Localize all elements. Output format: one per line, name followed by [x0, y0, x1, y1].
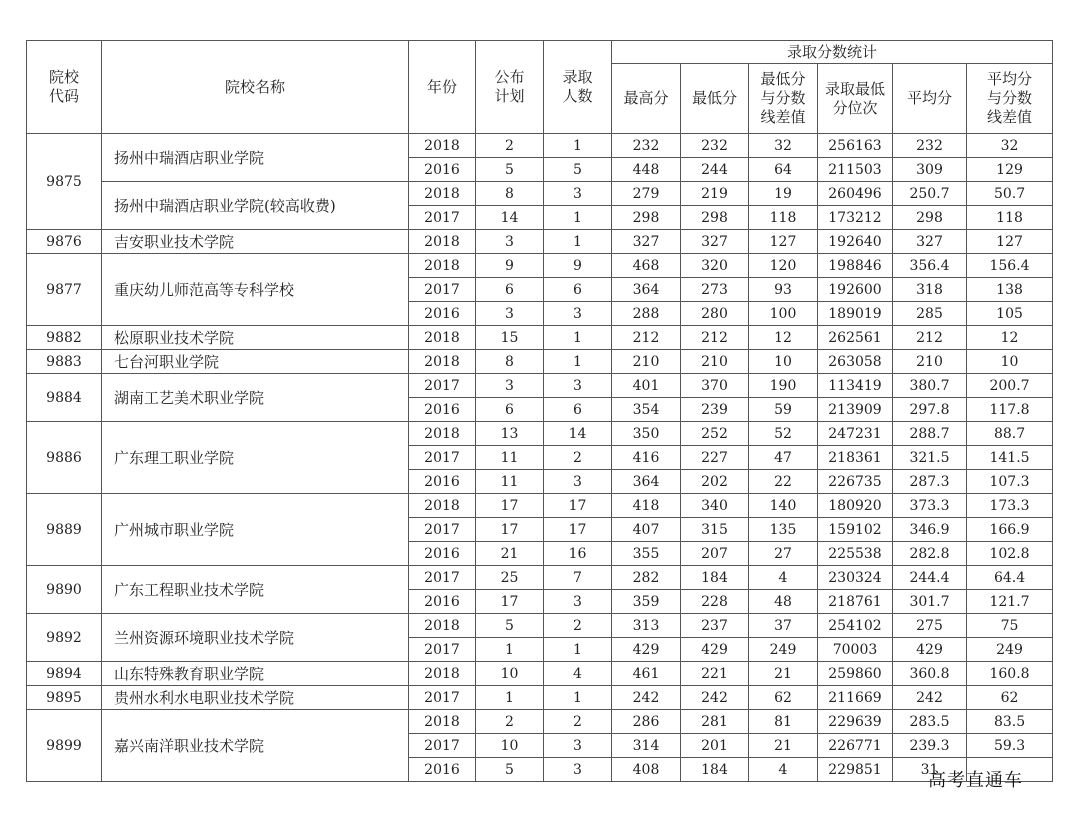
- cell-max: 364: [612, 278, 681, 302]
- cell-year: 2018: [409, 182, 476, 206]
- cell-plan: 3: [476, 374, 544, 398]
- table-row: [27, 254, 1053, 278]
- cell-year: 2018: [409, 134, 476, 158]
- cell-admitted: 16: [544, 542, 612, 566]
- cell-avg-diff: 10: [967, 350, 1053, 374]
- cell-admitted: 1: [544, 638, 612, 662]
- cell-min-diff: 4: [749, 566, 818, 590]
- header-min: 最低分: [681, 64, 749, 134]
- cell-min-diff: 127: [749, 230, 818, 254]
- cell-min-diff: 21: [749, 734, 818, 758]
- cell-min-diff: 249: [749, 638, 818, 662]
- cell-year: 2017: [409, 566, 476, 590]
- cell-min-diff: 10: [749, 350, 818, 374]
- cell-min: 184: [681, 758, 749, 782]
- cell-year: 2016: [409, 398, 476, 422]
- cell-min: 212: [681, 326, 749, 350]
- cell-year: 2018: [409, 494, 476, 518]
- header-code: 院校 代码: [27, 41, 102, 134]
- cell-max: 354: [612, 398, 681, 422]
- cell-admitted: 3: [544, 182, 612, 206]
- cell-rank: 259860: [818, 662, 893, 686]
- cell-avg: 275: [893, 614, 967, 638]
- cell-avg: 287.3: [893, 470, 967, 494]
- cell-min-diff: 118: [749, 206, 818, 230]
- cell-avg-diff: 59.3: [967, 734, 1053, 758]
- cell-rank: 229639: [818, 710, 893, 734]
- watermark: 高考直通车: [928, 770, 1023, 791]
- cell-avg: 327: [893, 230, 967, 254]
- cell-plan: 5: [476, 158, 544, 182]
- cell-min-diff: 27: [749, 542, 818, 566]
- cell-admitted: 5: [544, 158, 612, 182]
- cell-min-diff: 59: [749, 398, 818, 422]
- cell-avg: 212: [893, 326, 967, 350]
- cell-admitted: 3: [544, 590, 612, 614]
- cell-max: 364: [612, 470, 681, 494]
- cell-plan: 2: [476, 710, 544, 734]
- header-min-diff: 最低分 与分数 线差值: [749, 64, 818, 134]
- cell-rank: 226735: [818, 470, 893, 494]
- cell-rank: 263058: [818, 350, 893, 374]
- cell-min: 315: [681, 518, 749, 542]
- cell-min-diff: 62: [749, 686, 818, 710]
- cell-plan: 1: [476, 686, 544, 710]
- cell-min: 207: [681, 542, 749, 566]
- cell-min: 320: [681, 254, 749, 278]
- cell-min-diff: 22: [749, 470, 818, 494]
- cell-min: 340: [681, 494, 749, 518]
- cell-rank: 211669: [818, 686, 893, 710]
- cell-year: 2016: [409, 302, 476, 326]
- cell-max: 242: [612, 686, 681, 710]
- cell-admitted: 6: [544, 278, 612, 302]
- cell-min-diff: 48: [749, 590, 818, 614]
- cell-min: 210: [681, 350, 749, 374]
- cell-min-diff: 140: [749, 494, 818, 518]
- table-row: [27, 230, 1053, 254]
- cell-avg-diff: 121.7: [967, 590, 1053, 614]
- cell-year: 2018: [409, 230, 476, 254]
- cell-admitted: 2: [544, 446, 612, 470]
- cell-avg: 346.9: [893, 518, 967, 542]
- cell-avg: 429: [893, 638, 967, 662]
- cell-min: 221: [681, 662, 749, 686]
- cell-rank: 213909: [818, 398, 893, 422]
- cell-avg-diff: 118: [967, 206, 1053, 230]
- cell-rank: 70003: [818, 638, 893, 662]
- cell-year: 2016: [409, 758, 476, 782]
- cell-max: 407: [612, 518, 681, 542]
- cell-max: 210: [612, 350, 681, 374]
- cell-admitted: 1: [544, 686, 612, 710]
- cell-plan: 17: [476, 590, 544, 614]
- cell-max: 468: [612, 254, 681, 278]
- cell-max: 288: [612, 302, 681, 326]
- school-name: 扬州中瑞酒店职业学院: [102, 134, 409, 182]
- cell-admitted: 3: [544, 302, 612, 326]
- school-code: 9899: [27, 710, 102, 782]
- school-name: 湖南工艺美术职业学院: [102, 374, 409, 422]
- table-row: [27, 566, 1053, 590]
- cell-avg-diff: 105: [967, 302, 1053, 326]
- cell-admitted: 1: [544, 350, 612, 374]
- cell-min-diff: 52: [749, 422, 818, 446]
- header-plan: 公布 计划: [476, 41, 544, 134]
- cell-avg-diff: 107.3: [967, 470, 1053, 494]
- cell-rank: 218761: [818, 590, 893, 614]
- cell-min: 370: [681, 374, 749, 398]
- cell-min-diff: 32: [749, 134, 818, 158]
- cell-min-diff: 37: [749, 614, 818, 638]
- header-max: 最高分: [612, 64, 681, 134]
- cell-max: 401: [612, 374, 681, 398]
- table-row: [27, 374, 1053, 398]
- table-row: [27, 710, 1053, 734]
- cell-admitted: 1: [544, 206, 612, 230]
- school-code: 9883: [27, 350, 102, 374]
- cell-avg-diff: 64.4: [967, 566, 1053, 590]
- cell-year: 2017: [409, 518, 476, 542]
- school-name: 七台河职业学院: [102, 350, 409, 374]
- cell-max: 282: [612, 566, 681, 590]
- cell-plan: 5: [476, 614, 544, 638]
- cell-plan: 10: [476, 662, 544, 686]
- cell-avg-diff: 141.5: [967, 446, 1053, 470]
- cell-min-diff: 100: [749, 302, 818, 326]
- cell-plan: 5: [476, 758, 544, 782]
- school-name: 广东工程职业技术学院: [102, 566, 409, 614]
- cell-plan: 11: [476, 446, 544, 470]
- cell-rank: 192640: [818, 230, 893, 254]
- cell-avg: 373.3: [893, 494, 967, 518]
- cell-rank: 256163: [818, 134, 893, 158]
- header-year: 年份: [409, 41, 476, 134]
- cell-year: 2018: [409, 422, 476, 446]
- cell-max: 448: [612, 158, 681, 182]
- cell-avg-diff: 88.7: [967, 422, 1053, 446]
- cell-admitted: 17: [544, 518, 612, 542]
- cell-max: 212: [612, 326, 681, 350]
- cell-max: 313: [612, 614, 681, 638]
- cell-avg-diff: 50.7: [967, 182, 1053, 206]
- cell-year: 2016: [409, 470, 476, 494]
- cell-rank: 230324: [818, 566, 893, 590]
- cell-avg: 360.8: [893, 662, 967, 686]
- cell-admitted: 1: [544, 326, 612, 350]
- cell-admitted: 9: [544, 254, 612, 278]
- cell-max: 429: [612, 638, 681, 662]
- cell-plan: 3: [476, 230, 544, 254]
- cell-year: 2018: [409, 662, 476, 686]
- cell-max: 327: [612, 230, 681, 254]
- cell-rank: 226771: [818, 734, 893, 758]
- cell-avg: 309: [893, 158, 967, 182]
- cell-max: 279: [612, 182, 681, 206]
- cell-max: 359: [612, 590, 681, 614]
- cell-min-diff: 12: [749, 326, 818, 350]
- cell-min: 252: [681, 422, 749, 446]
- cell-avg: 210: [893, 350, 967, 374]
- cell-avg: 318: [893, 278, 967, 302]
- cell-year: 2018: [409, 254, 476, 278]
- cell-plan: 8: [476, 350, 544, 374]
- cell-rank: 260496: [818, 182, 893, 206]
- cell-year: 2018: [409, 710, 476, 734]
- header-name: 院校名称: [102, 41, 409, 134]
- cell-year: 2016: [409, 590, 476, 614]
- cell-rank: 218361: [818, 446, 893, 470]
- cell-avg: 242: [893, 686, 967, 710]
- cell-avg-diff: 166.9: [967, 518, 1053, 542]
- cell-plan: 11: [476, 470, 544, 494]
- cell-max: 418: [612, 494, 681, 518]
- cell-min: 202: [681, 470, 749, 494]
- table-row: [27, 182, 1053, 206]
- cell-min: 281: [681, 710, 749, 734]
- cell-year: 2016: [409, 542, 476, 566]
- cell-min-diff: 19: [749, 182, 818, 206]
- school-code: 9892: [27, 614, 102, 662]
- cell-avg-diff: 32: [967, 134, 1053, 158]
- school-code: 9889: [27, 494, 102, 566]
- cell-rank: 159102: [818, 518, 893, 542]
- cell-min: 184: [681, 566, 749, 590]
- table-row: [27, 422, 1053, 446]
- cell-admitted: 3: [544, 758, 612, 782]
- table-row: [27, 134, 1053, 158]
- cell-rank: 211503: [818, 158, 893, 182]
- cell-year: 2018: [409, 326, 476, 350]
- table-row: [27, 614, 1053, 638]
- cell-min: 239: [681, 398, 749, 422]
- cell-plan: 10: [476, 734, 544, 758]
- cell-avg-diff: 160.8: [967, 662, 1053, 686]
- cell-max: 416: [612, 446, 681, 470]
- cell-admitted: 1: [544, 230, 612, 254]
- cell-avg: 356.4: [893, 254, 967, 278]
- school-code: 9876: [27, 230, 102, 254]
- school-code: 9895: [27, 686, 102, 710]
- cell-admitted: 7: [544, 566, 612, 590]
- cell-year: 2017: [409, 446, 476, 470]
- cell-min: 273: [681, 278, 749, 302]
- cell-max: 461: [612, 662, 681, 686]
- cell-avg-diff: 12: [967, 326, 1053, 350]
- cell-plan: 6: [476, 398, 544, 422]
- cell-min: 429: [681, 638, 749, 662]
- cell-min: 219: [681, 182, 749, 206]
- school-code: 9882: [27, 326, 102, 350]
- cell-avg-diff: 173.3: [967, 494, 1053, 518]
- cell-year: 2017: [409, 206, 476, 230]
- cell-max: 286: [612, 710, 681, 734]
- cell-admitted: 3: [544, 374, 612, 398]
- school-code: 9875: [27, 134, 102, 230]
- cell-admitted: 3: [544, 470, 612, 494]
- cell-plan: 21: [476, 542, 544, 566]
- cell-avg: 232: [893, 134, 967, 158]
- cell-max: 314: [612, 734, 681, 758]
- cell-max: 350: [612, 422, 681, 446]
- cell-min-diff: 47: [749, 446, 818, 470]
- cell-avg-diff: 156.4: [967, 254, 1053, 278]
- admission-score-table: [26, 40, 1053, 782]
- header-admitted: 录取 人数: [544, 41, 612, 134]
- cell-max: 408: [612, 758, 681, 782]
- cell-plan: 17: [476, 518, 544, 542]
- cell-max: 232: [612, 134, 681, 158]
- cell-plan: 13: [476, 422, 544, 446]
- cell-admitted: 3: [544, 734, 612, 758]
- cell-avg-diff: 200.7: [967, 374, 1053, 398]
- school-name: 兰州资源环境职业技术学院: [102, 614, 409, 662]
- cell-rank: 225538: [818, 542, 893, 566]
- school-code: 9877: [27, 254, 102, 326]
- cell-plan: 9: [476, 254, 544, 278]
- cell-min-diff: 93: [749, 278, 818, 302]
- cell-avg-diff: 127: [967, 230, 1053, 254]
- cell-admitted: 6: [544, 398, 612, 422]
- school-name: 山东特殊教育职业学院: [102, 662, 409, 686]
- cell-rank: 229851: [818, 758, 893, 782]
- cell-avg-diff: 75: [967, 614, 1053, 638]
- header-avg-diff: 平均分 与分数 线差值: [967, 64, 1053, 134]
- cell-plan: 17: [476, 494, 544, 518]
- cell-min: 232: [681, 134, 749, 158]
- table-row: [27, 662, 1053, 686]
- cell-avg-diff: 249: [967, 638, 1053, 662]
- cell-plan: 3: [476, 302, 544, 326]
- cell-avg-diff: 117.8: [967, 398, 1053, 422]
- table-body: [27, 134, 1053, 782]
- cell-rank: 189019: [818, 302, 893, 326]
- cell-min-diff: 190: [749, 374, 818, 398]
- cell-avg: 380.7: [893, 374, 967, 398]
- cell-min-diff: 64: [749, 158, 818, 182]
- table-row: [27, 350, 1053, 374]
- cell-min: 237: [681, 614, 749, 638]
- cell-year: 2017: [409, 638, 476, 662]
- cell-min-diff: 81: [749, 710, 818, 734]
- cell-avg-diff: 102.8: [967, 542, 1053, 566]
- cell-min: 228: [681, 590, 749, 614]
- table-row: [27, 326, 1053, 350]
- cell-plan: 2: [476, 134, 544, 158]
- cell-avg: 285: [893, 302, 967, 326]
- cell-rank: 180920: [818, 494, 893, 518]
- cell-avg-diff: 138: [967, 278, 1053, 302]
- cell-min: 244: [681, 158, 749, 182]
- cell-min: 298: [681, 206, 749, 230]
- cell-admitted: 2: [544, 710, 612, 734]
- header-rank: 录取最低 分位次: [818, 64, 893, 134]
- cell-avg: 31: [893, 758, 967, 782]
- cell-min-diff: 21: [749, 662, 818, 686]
- cell-min: 327: [681, 230, 749, 254]
- school-name: 松原职业技术学院: [102, 326, 409, 350]
- cell-min-diff: 135: [749, 518, 818, 542]
- school-name: 嘉兴南洋职业技术学院: [102, 710, 409, 782]
- cell-avg: 283.5: [893, 710, 967, 734]
- cell-rank: 262561: [818, 326, 893, 350]
- cell-avg: 297.8: [893, 398, 967, 422]
- cell-admitted: 1: [544, 134, 612, 158]
- cell-avg: 282.8: [893, 542, 967, 566]
- cell-min: 242: [681, 686, 749, 710]
- cell-admitted: 14: [544, 422, 612, 446]
- school-name: 扬州中瑞酒店职业学院(较高收费): [102, 182, 409, 230]
- cell-avg: 250.7: [893, 182, 967, 206]
- cell-plan: 8: [476, 182, 544, 206]
- school-name: 广东理工职业学院: [102, 422, 409, 494]
- cell-min: 201: [681, 734, 749, 758]
- cell-rank: 198846: [818, 254, 893, 278]
- cell-year: 2017: [409, 686, 476, 710]
- header-stats-group: 录取分数统计: [612, 41, 1053, 64]
- cell-avg-diff: 62: [967, 686, 1053, 710]
- cell-year: 2016: [409, 158, 476, 182]
- table-row: [27, 494, 1053, 518]
- cell-avg: 244.4: [893, 566, 967, 590]
- cell-avg-diff: 83.5: [967, 710, 1053, 734]
- cell-rank: 192600: [818, 278, 893, 302]
- cell-min: 280: [681, 302, 749, 326]
- school-name: 广州城市职业学院: [102, 494, 409, 566]
- cell-min-diff: 120: [749, 254, 818, 278]
- school-code: 9884: [27, 374, 102, 422]
- school-name: 吉安职业技术学院: [102, 230, 409, 254]
- cell-year: 2017: [409, 278, 476, 302]
- header-avg: 平均分: [893, 64, 967, 134]
- cell-avg: 239.3: [893, 734, 967, 758]
- cell-plan: 14: [476, 206, 544, 230]
- school-name: 贵州水利水电职业技术学院: [102, 686, 409, 710]
- cell-year: 2017: [409, 734, 476, 758]
- cell-max: 355: [612, 542, 681, 566]
- cell-plan: 6: [476, 278, 544, 302]
- cell-year: 2018: [409, 614, 476, 638]
- cell-rank: 173212: [818, 206, 893, 230]
- cell-plan: 1: [476, 638, 544, 662]
- cell-max: 298: [612, 206, 681, 230]
- cell-min: 227: [681, 446, 749, 470]
- table-header: [27, 41, 1053, 134]
- cell-avg: 298: [893, 206, 967, 230]
- cell-plan: 15: [476, 326, 544, 350]
- cell-admitted: 17: [544, 494, 612, 518]
- school-code: 9886: [27, 422, 102, 494]
- cell-rank: 254102: [818, 614, 893, 638]
- cell-avg: 321.5: [893, 446, 967, 470]
- school-name: 重庆幼儿师范高等专科学校: [102, 254, 409, 326]
- school-code: 9894: [27, 662, 102, 686]
- table-row: [27, 686, 1053, 710]
- cell-admitted: 2: [544, 614, 612, 638]
- cell-admitted: 4: [544, 662, 612, 686]
- cell-min-diff: 4: [749, 758, 818, 782]
- cell-avg: 288.7: [893, 422, 967, 446]
- cell-avg: 301.7: [893, 590, 967, 614]
- school-code: 9890: [27, 566, 102, 614]
- cell-avg-diff: 129: [967, 158, 1053, 182]
- cell-year: 2017: [409, 374, 476, 398]
- cell-rank: 247231: [818, 422, 893, 446]
- cell-year: 2018: [409, 350, 476, 374]
- cell-rank: 113419: [818, 374, 893, 398]
- cell-plan: 25: [476, 566, 544, 590]
